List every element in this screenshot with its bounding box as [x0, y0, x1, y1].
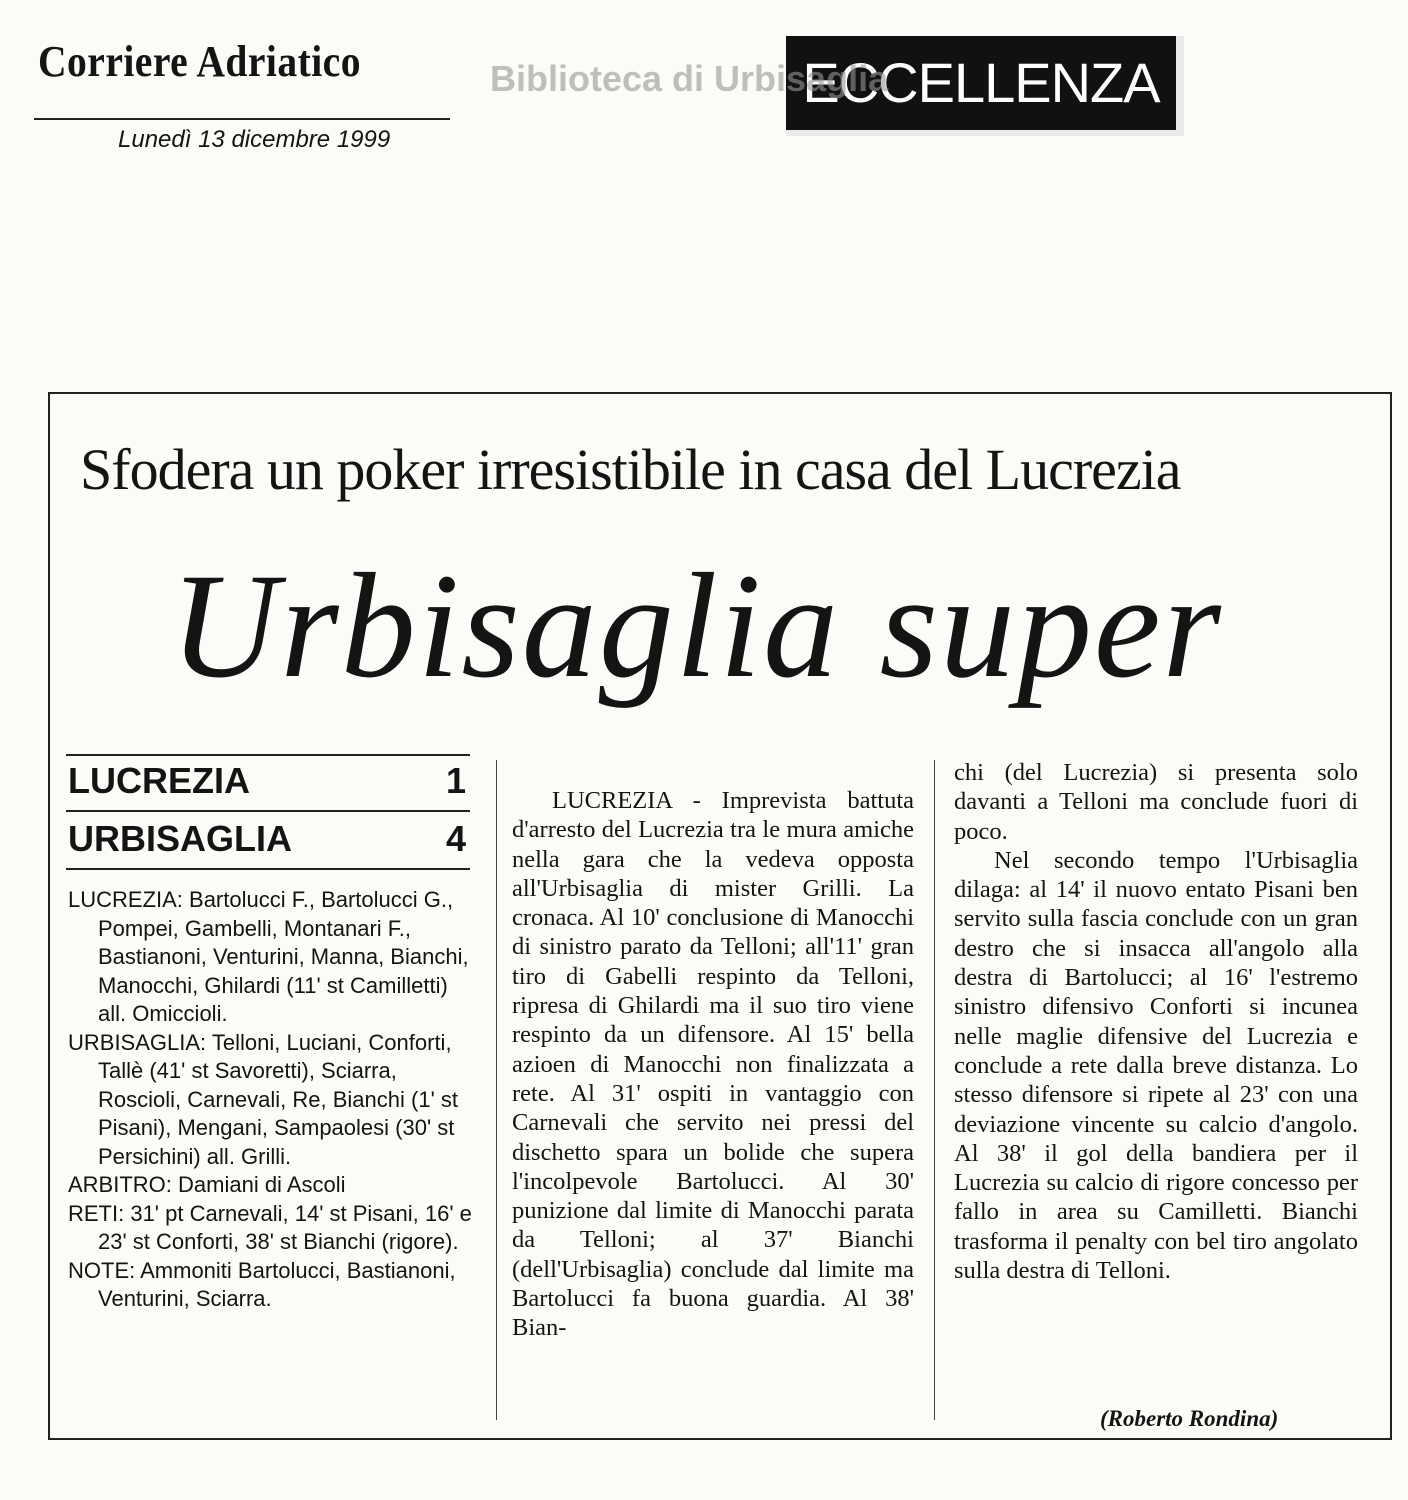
home-goals: 1 [445, 760, 466, 801]
score-rule-top [66, 754, 470, 756]
score-rule-mid [66, 810, 470, 812]
section-label: ECCELLENZA [786, 36, 1176, 130]
article-headline: Urbisaglia super [170, 543, 1223, 709]
library-watermark: Biblioteca di Urbisaglia [490, 58, 889, 99]
home-team: LUCREZIA [68, 760, 250, 801]
body-paragraph-2: chi (del Lucrezia) si presenta solo davanti a Telloni ma conclude fuori di poco. [954, 759, 1358, 845]
lineup-lucrezia: LUCREZIA: Bartolucci F., Bartolucci G., Pompei, Gambelli, Montanari F., Bastianoni, Venturini, Manna, Bianchi, Manocchi, Ghilardi (11' st Camilletti) all. Omiccioli. [68, 887, 469, 1026]
column-divider-2 [934, 760, 935, 1420]
article-byline: (Roberto Rondina) [1100, 1406, 1279, 1431]
match-report-box [62, 886, 472, 1314]
lineup-urbisaglia: URBISAGLIA: Telloni, Luciani, Conforti, Tallè (41' st Savoretti), Sciarra, Roscioli, Carnevali, Re, Bianchi (1' st Pisani), Mengani, Sampaolesi (30' st Persichini) all. Grilli. [68, 1029, 459, 1169]
match-notes: NOTE: Ammoniti Bartolucci, Bastianoni, Venturini, Sciarra. [68, 1257, 456, 1311]
body-paragraph-3: Nel secondo tempo l'Urbisaglia dilaga: al 14' il nuovo entato Pisani ben servito sulla fascia conclude con un gran destro che si insacca all'angolo alla destra di Bartolucci; al 16' l'estremo sinistro difensivo Conforti si incunea nelle maglie difensive del Lucrezia e conclude a rete dalla breve distanza. Lo stesso difensore si ripete al 23' con una deviazione vincente su calcio d'angolo. Al 38' il gol della bandiera per il Lucrezia su calcio di rigore concesso per fallo in area su Camilletti. Bianchi trasforma il penalty con bel tiro angolato sulla destra di Telloni. [954, 846, 1358, 1285]
away-goals: 4 [445, 818, 466, 859]
article-kicker: Sfodera un poker irresistibile in casa del Lucrezia [80, 437, 1181, 502]
newspaper-masthead: Corriere Adriatico [38, 37, 361, 86]
referee: ARBITRO: Damiani di Ascoli [68, 1172, 346, 1197]
column-divider-1 [496, 760, 497, 1420]
score-rule-bottom [66, 868, 470, 870]
body-paragraph-1: LUCREZIA - Imprevista battuta d'arresto del Lucrezia tra le mura amiche nella gara che la vedeva opposta all'Urbisaglia di mister Grilli. La cronaca. Al 10' conclusione di Manocchi di sinistro parato da Telloni; all'11' gran tiro di Gabelli respinto da Telloni, ripresa di Ghilardi ma il suo tiro viene respinto da un difensore. Al 15' bella azioen di Manocchi non finalizzata a rete. Al 31' ospiti in vantaggio con Carnevali che servito nei pressi del dischetto spara un bolide che supera l'incolpevole Bartolucci. Al 30' punizione dal limite di Manocchi parata da Telloni; al 37' Bianchi (dell'Urbisaglia) conclude dal limite ma Bartolucci fa buona guardia. Al 38' Bian- [512, 787, 914, 1342]
away-team: URBISAGLIA [68, 818, 292, 859]
publication-date: Lunedì 13 dicembre 1999 [118, 126, 391, 153]
article-column-1 [512, 786, 914, 1343]
goals-list: RETI: 31' pt Carnevali, 14' st Pisani, 16' e 23' st Conforti, 38' st Bianchi (rigore). [68, 1200, 472, 1254]
article-column-2 [954, 758, 1358, 1285]
masthead-rule [34, 118, 450, 120]
